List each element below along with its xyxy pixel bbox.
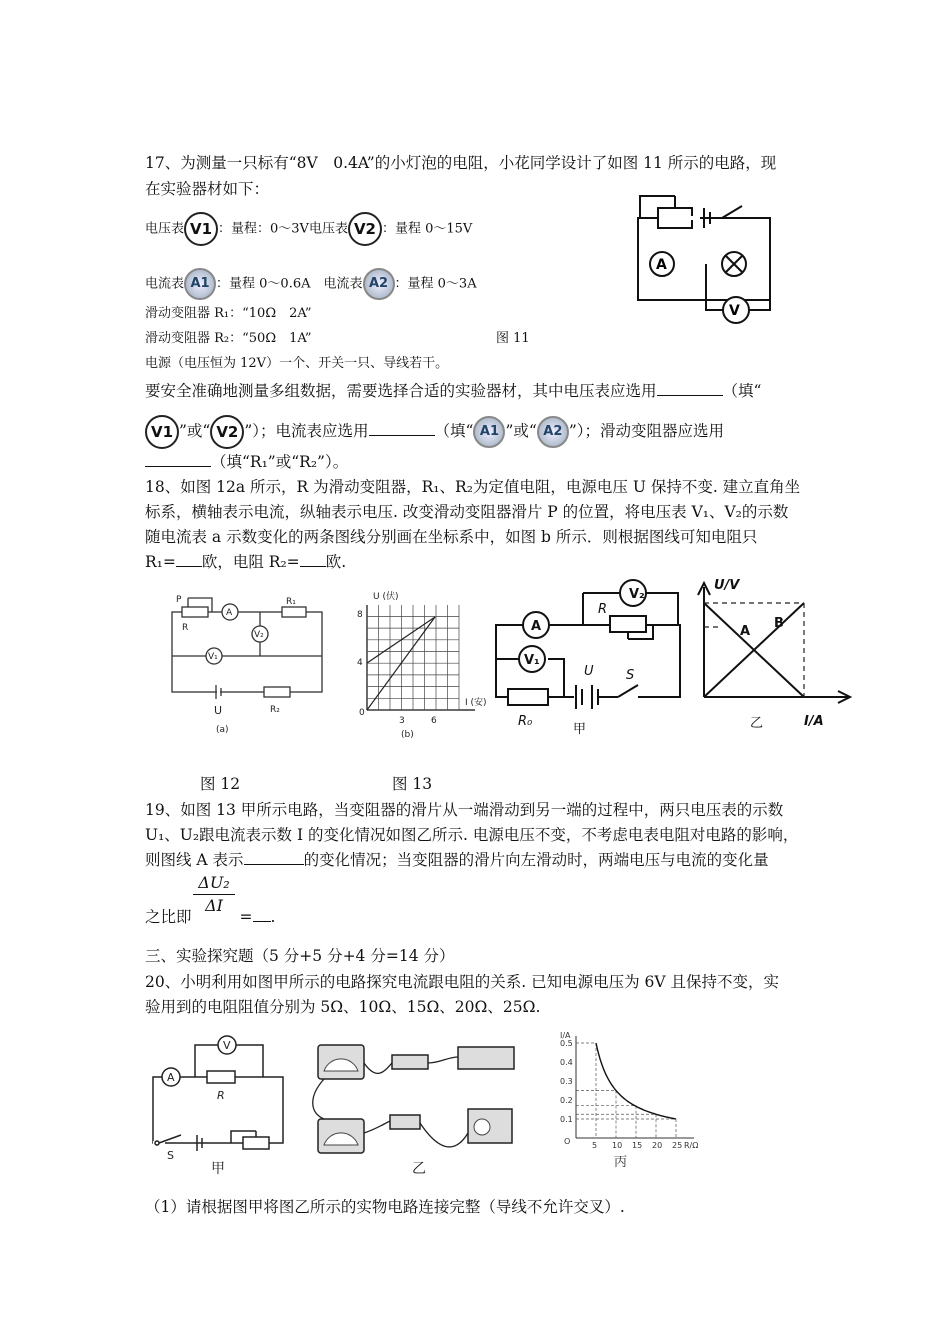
fig12a-r: R	[182, 623, 189, 633]
fig20-bing-xtick: 5	[592, 1141, 598, 1150]
fig11-voltmeter-label: V	[729, 303, 740, 319]
fig11-circuit	[630, 188, 780, 338]
q19-line2: U₁、U₂跟电流表示数 I 的变化情况如图乙所示. 电源电压不变，不考虑电表电阻对电路的影响，	[145, 826, 799, 844]
fig20-bing-ytick: 0.2	[560, 1096, 573, 1105]
fig20-bing-origin: O	[564, 1137, 571, 1146]
rheostat-device-icon	[458, 1047, 514, 1069]
fig12a-r2: R₂	[270, 705, 280, 715]
fig20-bing-ytick: 0.4	[560, 1058, 573, 1067]
q19-line1: 19、如图 13 甲所示电路，当变阻器的滑片从一端滑动到另一端的过程中，两只电压表的示数	[145, 801, 784, 819]
q17-voltmeters: 电压表 V1 ：量程：0～3V电压表 V2 ：量程 0～15V	[145, 212, 472, 246]
q17-r1: 滑动变阻器 R₁：“10Ω 2A”	[145, 306, 312, 321]
fig20-bing-caption: 丙	[614, 1155, 628, 1170]
fig12b-origin: 0	[359, 708, 365, 718]
fig20-bing-ytick: 0.3	[560, 1077, 573, 1086]
section3-heading: 三、实验探究题（5 分+5 分+4 分=14 分）	[145, 947, 455, 965]
fig13-yi-graph	[692, 575, 852, 740]
fig13-yi-ylabel: U/V	[714, 578, 740, 593]
q17-choice-line: V1 ”或“ V2 ”）；电流表应选用 （填“ A1 ”或“ A2 ”）；滑动变阻器应选用	[145, 415, 724, 449]
fig12a-circuit	[160, 590, 330, 740]
fig12b-ylabel: U (伏)	[373, 592, 399, 602]
fig20-bing-xtick: 10	[612, 1141, 623, 1150]
fig13-s: S	[626, 668, 635, 683]
fig13-caption: 图 13	[392, 775, 433, 793]
fig20-bing-xtick: 25	[672, 1141, 683, 1150]
fig20-jia-v: V	[223, 1039, 231, 1052]
fig13-jia-caption: 甲	[573, 722, 587, 737]
q20-sub1: （1）请根据图甲将图乙所示的实物电路连接完整（导线不允许交叉）.	[145, 1198, 625, 1216]
fig13-r: R	[598, 602, 608, 617]
q19-line4: 之比即 = .	[145, 908, 276, 926]
fig20-bing-ytick: 0.5	[560, 1039, 573, 1048]
q17-ammeters: 电流表 A1 ：量程 0～0.6A 电流表 A2 ：量程 0～3A	[145, 268, 477, 300]
ammeter-a1-icon: A1	[184, 268, 216, 300]
fig20-jia-caption: 甲	[211, 1161, 225, 1177]
ammeter-a2-icon: A2	[363, 268, 395, 300]
fig12a-r1: R₁	[286, 597, 296, 607]
fig12a-u: U	[214, 704, 223, 717]
fig11-caption: 图 11	[496, 331, 530, 346]
q18-line3: 随电流表 a 示数变化的两条图线分别画在坐标系中，如图 b 所示．则根据图线可知电阻只	[145, 528, 758, 546]
fig13-v2: V₂	[629, 587, 645, 602]
voltmeter-v2-choice-icon: V2	[210, 415, 244, 449]
q17-intro2: 在实验器材如下：	[145, 180, 270, 198]
fig12-caption: 图 12	[200, 775, 241, 793]
fig20-bing-xtick: 15	[632, 1141, 643, 1150]
q20-line1: 20、小明利用如图甲所示的电路探究电流跟电阻的关系. 已知电源电压为 6V 且保持不变，实	[145, 973, 779, 991]
fig13-r0: R₀	[518, 714, 533, 729]
q19-line3: 则图线 A 表示 的变化情况；当变阻器的滑片向左滑动时，两端电压与电流的变化量	[145, 851, 769, 869]
fig12b-x6: 6	[431, 716, 437, 726]
q17-r2: 滑动变阻器 R₂：“50Ω 1A”	[145, 331, 312, 346]
fig20-jia-a: A	[167, 1071, 175, 1084]
q17-intro: 17、为测量一只标有“8V 0.4A”的小灯泡的电阻，小花同学设计了如图 11 所示的电路，现	[145, 154, 777, 172]
fig20-bing-ytick: 0.1	[560, 1115, 573, 1124]
fig20-jia-r: R	[217, 1089, 225, 1102]
fig13-a: A	[531, 619, 542, 634]
fig12a-v2: V₂	[254, 630, 264, 640]
q19-fraction-numerator: ΔU₂	[193, 872, 235, 895]
fig13-yi-xlabel: I/A	[804, 714, 824, 729]
fig20-yi-apparatus	[300, 1033, 540, 1181]
fig20-jia-circuit	[145, 1033, 295, 1181]
fig13-yi-caption: 乙	[750, 716, 764, 731]
fig12a-v1: V₁	[208, 652, 218, 662]
q19-fraction-denominator: ΔI	[205, 896, 223, 915]
q20-line2: 验用到的电阻阻值分别为 5Ω、10Ω、15Ω、20Ω、25Ω.	[145, 998, 541, 1016]
voltmeter-v1-icon: V1	[184, 212, 218, 246]
q17-question: 要安全准确地测量多组数据，需要选择合适的实验器材，其中电压表应选用 （填“	[145, 382, 762, 400]
fig13-v1: V₁	[524, 653, 540, 668]
q17-last: （填“R₁”或“R₂”）。	[145, 451, 348, 473]
fig20-bing-chart	[556, 1030, 706, 1180]
fig20-bing-xtick: 20	[652, 1141, 663, 1150]
voltmeter-v1-choice-icon: V1	[145, 415, 179, 449]
fig11-ammeter-label: A	[656, 257, 667, 273]
fig12b-xlabel: I (安)	[465, 698, 487, 708]
voltmeter-v2-icon: V2	[348, 212, 382, 246]
fig20-bing-xlabel: R/Ω	[684, 1141, 699, 1150]
fig12b-y4: 4	[357, 658, 363, 668]
fig13-jia-circuit	[488, 575, 688, 740]
resistor-device-icon	[392, 1055, 428, 1069]
fig12a-caption: (a)	[216, 725, 229, 735]
fig12b-x3: 3	[399, 716, 405, 726]
switch-device-icon	[390, 1115, 420, 1129]
q17-power: 电源（电压恒为 12V）一个、开关一只、导线若干。	[145, 356, 449, 371]
ammeter-a2-choice-icon: A2	[537, 416, 569, 448]
q18-line1: 18、如图 12a 所示，R 为滑动变阻器，R₁、R₂为定值电阻，电源电压 U 保持不变. 建立直角坐	[145, 478, 801, 496]
ammeter-a1-choice-icon: A1	[473, 416, 505, 448]
fig20-jia-s: S	[167, 1149, 174, 1162]
fig13-yi-line-a: A	[740, 624, 751, 639]
fig13-u: U	[584, 664, 594, 679]
fig12b-caption: (b)	[401, 730, 414, 740]
fig20-yi-caption: 乙	[412, 1161, 426, 1177]
q18-line2: 标系，横轴表示电流，纵轴表示电压. 改变滑动变阻器滑片 P 的位置，将电压表 V₁、V₂的示数	[145, 503, 789, 521]
fig20-bing-ylabel: I/A	[560, 1031, 571, 1040]
fig12b-y8: 8	[357, 610, 363, 620]
q18-line4: R₁= 欧，电阻 R₂= 欧.	[145, 553, 347, 571]
fig12b-graph	[345, 585, 495, 740]
fig12a-p: P	[176, 595, 182, 605]
fig12a-a: A	[226, 608, 233, 618]
fig13-yi-line-b: B	[774, 616, 784, 631]
